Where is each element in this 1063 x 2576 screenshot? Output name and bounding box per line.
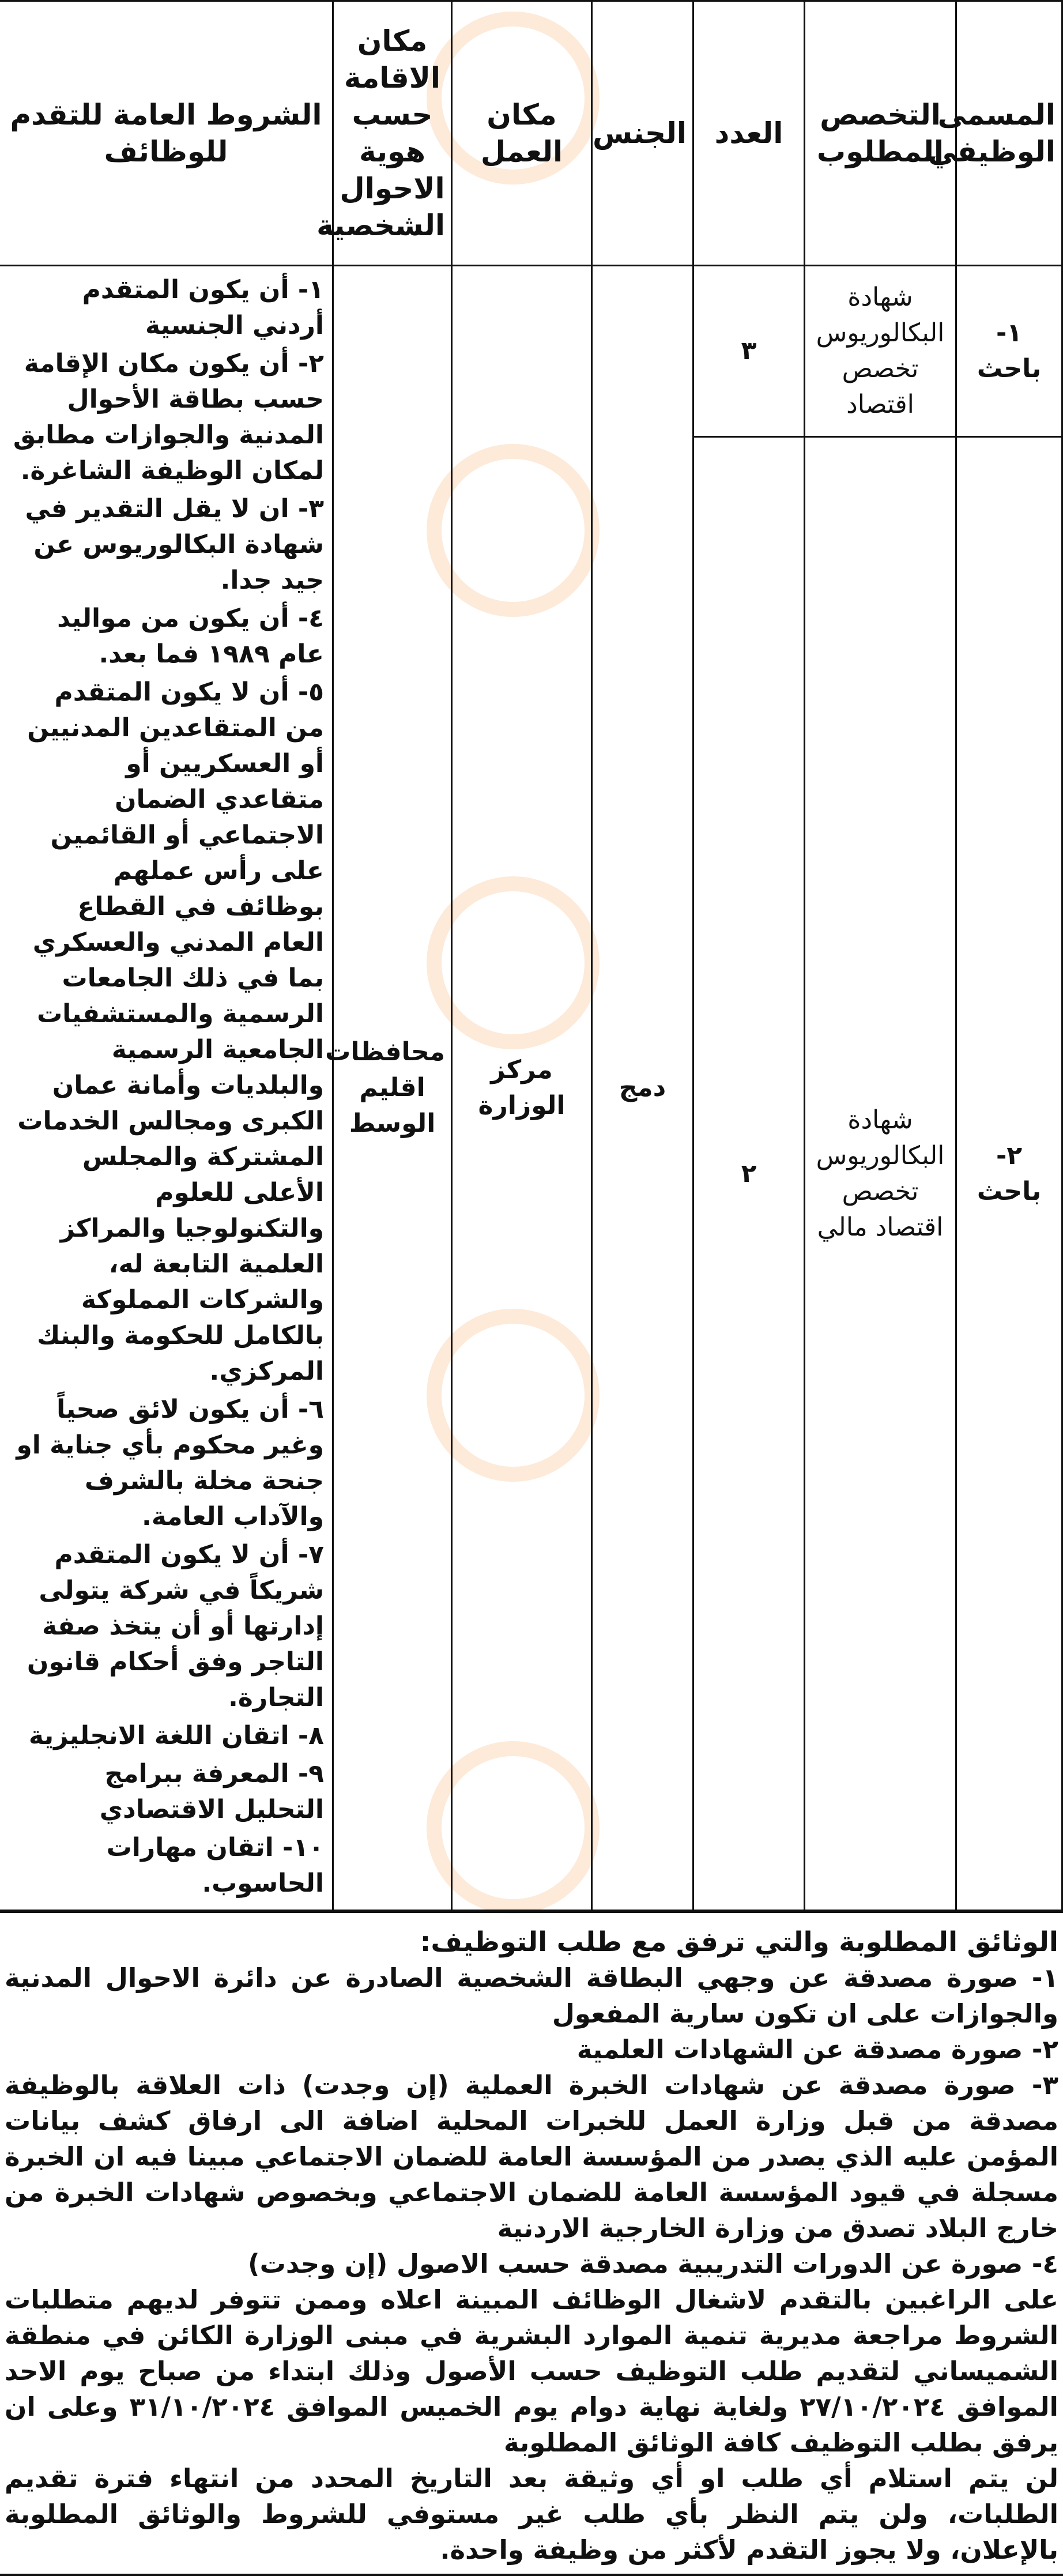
document-item: ٢- صورة مصدقة عن الشهادات العلمية xyxy=(576,2034,1058,2065)
condition-item: ٨- اتقان اللغة الانجليزية xyxy=(28,1721,324,1750)
job-title-cell: ٢- باحث xyxy=(956,437,1062,1912)
job-title-cell: ١- باحث xyxy=(956,266,1062,437)
condition-item: ٣- ان لا يقل التقدير في شهادة البكالوريوس عن جيد جدا. xyxy=(25,494,324,595)
count-cell: ٢ xyxy=(693,437,805,1912)
count-cell: ٣ xyxy=(693,266,805,437)
specialization-cell: شهادة البكالوريوس تخصص اقتصاد xyxy=(805,266,956,437)
condition-item: ٩- المعرفة ببرامج التحليل الاقتصادي xyxy=(99,1759,324,1824)
bottom-divider xyxy=(0,2574,1063,2576)
condition-item: ٥- أن لا يكون المتقدم من المتقاعدين المدنيين أو العسكريين أو متقاعدي الضمان الاجتماعي أو القائمين على رأس عملهم بوظائف في القطاع العام المدني والعسكري بما في ذلك الجامعات الرسمية والمستشفيات الجامعية الرسمية والبلديات وأمانة عمان الكبرى ومجالس الخدمات المشتركة والمجلس الأعلى للعلوم والتكنولوجيا والمراكز العلمية التابعة له، والشركات المملوكة بالكامل للحكومة والبنك المركزي. xyxy=(17,677,324,1386)
header-job-title: المسمى الوظيفي xyxy=(956,1,1062,266)
documents-section xyxy=(5,1925,1058,2568)
document-item: ١- صورة مصدقة عن وجهي البطاقة الشخصية الصادرة عن دائرة الاحوال المدنية والجوازات على ان تكون سارية المفعول xyxy=(5,1963,1058,2029)
gender-cell: دمج xyxy=(592,266,693,1912)
residence-cell: محافظات اقليم الوسط xyxy=(333,266,452,1912)
documents-title: الوثائق المطلوبة والتي ترفق مع طلب التوظيف: xyxy=(420,1926,1058,1958)
condition-item: ١- أن يكون المتقدم أردني الجنسية xyxy=(82,275,324,340)
condition-item: ٤- أن يكون من مواليد عام ١٩٨٩ فما بعد. xyxy=(57,604,324,669)
condition-item: ٢- أن يكون مكان الإقامة حسب بطاقة الأحوال المدنية والجوازات مطابق لمكان الوظيفة الشاغرة. xyxy=(13,349,324,485)
document-item: ٣- صورة مصدقة عن شهادات الخبرة العملية (إن وجدت) ذات العلاقة بالوظيفة مصدقة من قبل وزارة العمل للخبرات المحلية اضافة الى ارفاق كشف بيانات المؤمن عليه الذي يصدر من المؤسسة العامة للضمان الاجتماعي مبينا فيه ان الخبرة مسجلة في قيود المؤسسة العامة للضمان الاجتماعي وبخصوص شهادات الخبرة من خارج البلاد تصدق من وزارة الخارجية الاردنية xyxy=(5,2070,1058,2243)
condition-item: ١٠- اتقان مهارات الحاسوب. xyxy=(106,1833,324,1898)
work-place-cell: مركز الوزارة xyxy=(452,266,592,1912)
header-conditions: الشروط العامة للتقدم للوظائف xyxy=(0,1,333,266)
header-specialization: التخصص المطلوب xyxy=(805,1,956,266)
header-count: العدد xyxy=(693,1,805,266)
header-gender: الجنس xyxy=(592,1,693,266)
table-header-row xyxy=(0,1,1062,266)
header-residence: مكان الاقامة حسب هوية الاحوال الشخصية xyxy=(333,1,452,266)
table-row xyxy=(0,266,1062,437)
application-instructions: على الراغبين بالتقدم لاشغال الوظائف المبينة اعلاه وممن تتوفر لديهم متطلبات الشروط مراجعة مديرية تنمية الموارد البشرية في مبنى الوزارة الكائن في منطقة الشميساني لتقديم طلب التوظيف حسب الأصول وذلك ابتداء من صباح يوم الاحد الموافق ٢٧/١٠/٢٠٢٤ ولغاية نهاية دوام يوم الخميس الموافق ٣١/١٠/٢٠٢٤ وعلى ان يرفق بطلب التوظيف كافة الوثائق المطلوبة xyxy=(5,2284,1058,2458)
specialization-cell: شهادة البكالوريوس تخصص اقتصاد مالي xyxy=(805,437,956,1912)
application-notice: لن يتم استلام أي طلب او أي وثيقة بعد التاريخ المحدد من انتهاء فترة تقديم الطلبات، ولن يتم النظر بأي طلب غير مستوفي للشروط والوثائق المطلوبة بالإعلان، ولا يجوز التقدم لأكثر من وظيفة واحدة. xyxy=(5,2463,1058,2565)
document-item: ٤- صورة عن الدورات التدريبية مصدقة حسب الاصول (إن وجدت) xyxy=(248,2249,1058,2279)
header-work-place: مكان العمل xyxy=(452,1,592,266)
conditions-cell xyxy=(0,266,333,1912)
condition-item: ٦- أن يكون لائق صحياً وغير محكوم بأي جناية او جنحة مخلة بالشرف والآداب العامة. xyxy=(16,1395,324,1531)
condition-item: ٧- أن لا يكون المتقدم شريكاً في شركة يتولى إدارتها أو أن يتخذ صفة التاجر وفق أحكام قانون التجارة. xyxy=(27,1540,324,1712)
